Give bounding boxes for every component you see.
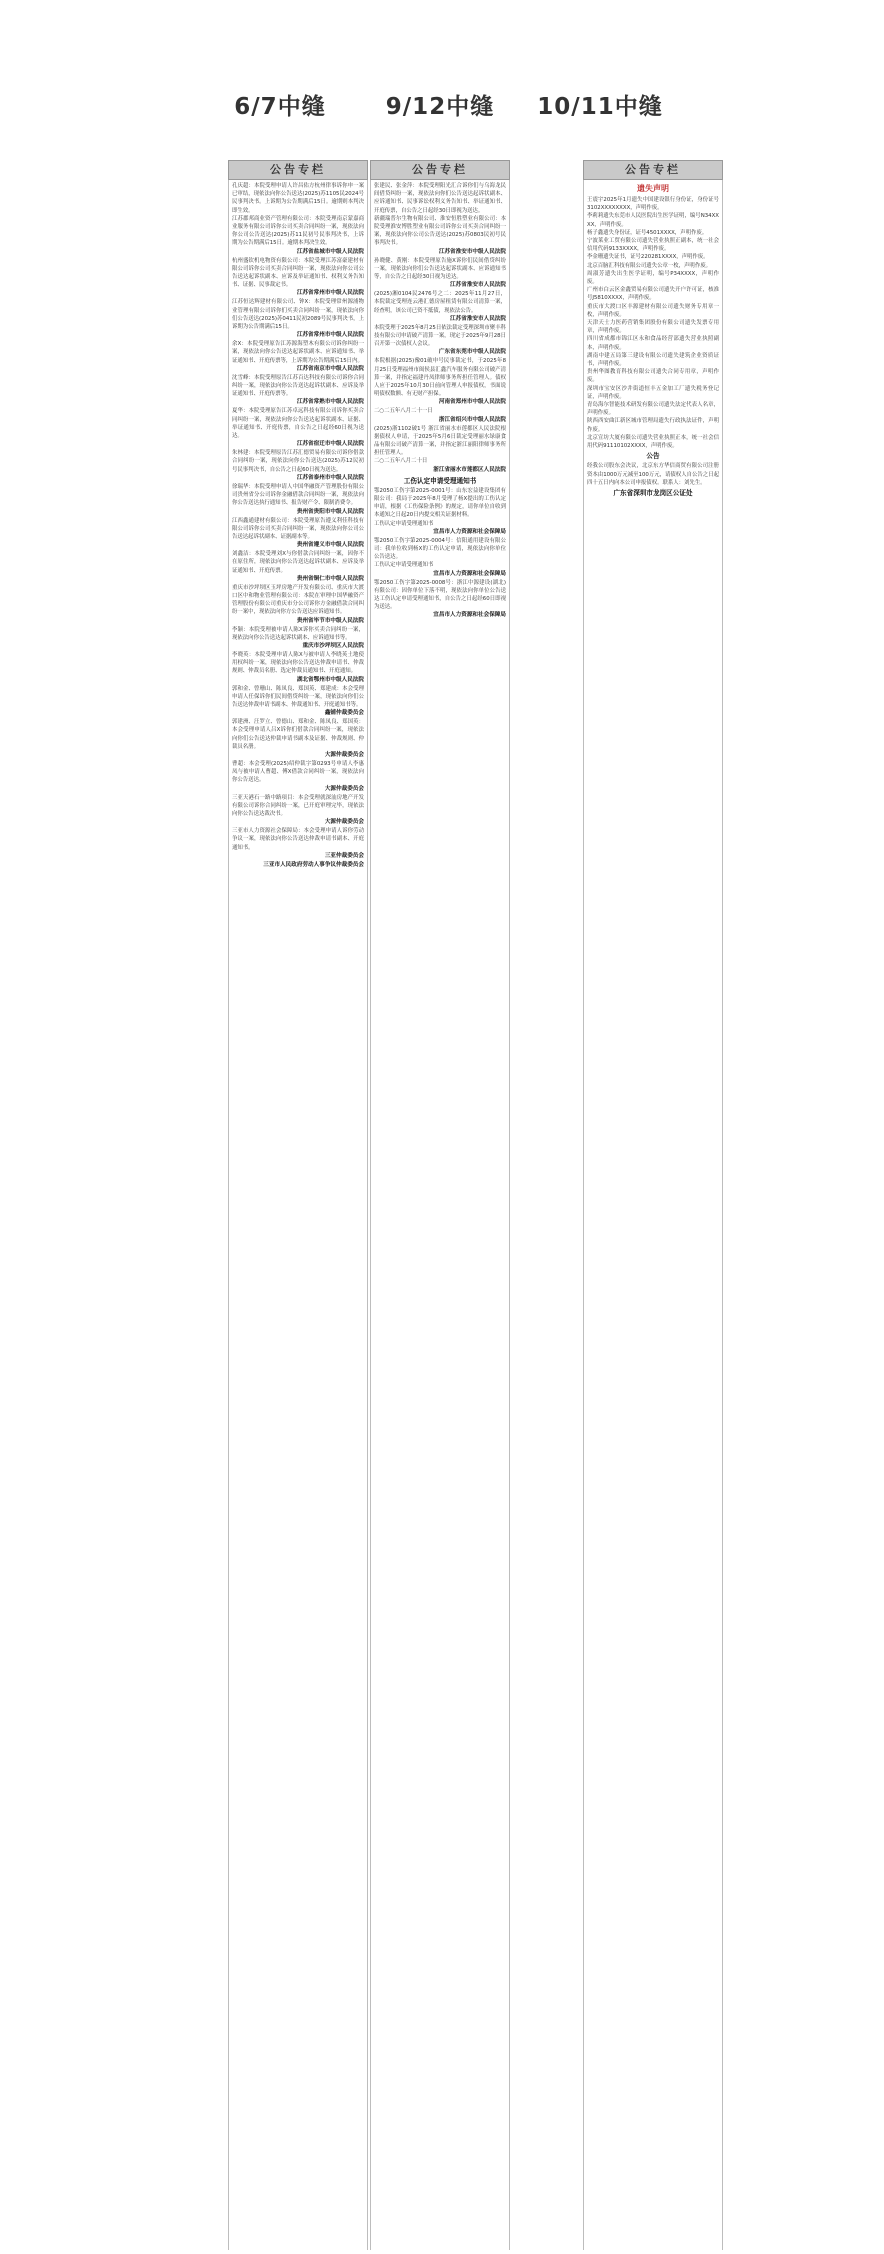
notice-text: 朱林建：本院受理原告江苏汇德贸易有限公司诉你借款合同纠纷一案，现依法向你公告送达(2025)苏12民初号民事判决书，自公告之日起60日视为送达。 xyxy=(232,450,364,473)
notice-issuer: 江苏省南京市中级人民法院 xyxy=(296,365,364,372)
notice-issuer: 河南省郑州市中级人民法院 xyxy=(438,399,506,406)
notice-text: 李莉莉遗失东莞市人民医院出生医学证明，编号N34XXXX，声明作废。 xyxy=(587,213,719,228)
notice-issuer: 江苏省泰州市中级人民法院 xyxy=(296,474,364,481)
notice-text: 四川省成都市锦江区永和食品经营部遗失营业执照副本，声明作废。 xyxy=(587,336,719,351)
notice-text: 张建民、张金萍：本院受理阳光汇合诉你们与乌海龙民间借贷纠纷一案，现依法向你们公告送达起诉状副本、应诉通知书、民事诉讼权利义务告知书、举证通知书、开庭传票，自公告之日起经30日即视为送达。 xyxy=(374,183,506,214)
notice-text: 江苏恒达辉建材有限公司、钟X：本院受理常州源浦物业管理有限公司诉你们买卖合同纠纷一案，现依法向你们公告送达(2025)苏0411民初2089号民事判决书，上诉期为公告期满后15日。 xyxy=(232,299,364,331)
notice-text: (2025)湘0104民2476号之二：2025年11月27日，本院裁定受理连云港汇德房屋租赁有限公司清算一案，经查明，该公司已资不抵债，现依法公告。 xyxy=(374,291,506,314)
notice-text: 三亚市人力资源社会保障局：本会受理申请人诉你劳动争议一案，现依法向你公告送达仲裁申请书副本、开庭通知书。 xyxy=(232,828,364,851)
notice-issuer: 江苏省盐城市中级人民法院 xyxy=(296,248,364,255)
notice-issuer: 鑫铺仲裁委员会 xyxy=(324,710,364,717)
notice-text: 广州市白云区金鑫贸易有限公司遗失开户许可证，核准号J5810XXXX，声明作废。 xyxy=(587,287,719,302)
notice-heading: 工伤认定申请受理通知书 xyxy=(403,476,477,485)
notice-issuer: 江苏省宿迁市中级人民法院 xyxy=(296,441,364,448)
notice-text: 杨子鑫遗失身份证，证号4501XXXX，声明作废。 xyxy=(587,229,708,236)
notice-text: 重庆市大渡口区丰源建材有限公司遗失财务专用章一枚，声明作废。 xyxy=(587,303,719,318)
notice-text: 青岛海尔智能技术研发有限公司遗失法定代表人名章，声明作废。 xyxy=(587,402,719,417)
notice-issuer: 江苏省淮安市人民法院 xyxy=(450,282,506,289)
notice-text: 本院受理于2025年8月25日依法裁定受理深圳市聚丰科技有限公司申请破产清算一案，现定于2025年9月28日召开第一次债权人会议。 xyxy=(374,324,506,348)
notice-text: 陕西西安曲江新区城市管理局遗失行政执法证件，声明作废。 xyxy=(587,418,719,433)
column-title-2: 9/12中缝 xyxy=(385,94,495,120)
notice-text: 江苏郡邦商业资产管理有限公司：本院受理南京蒙嘉商业服务有限公司诉你公司买卖合同纠纷一案，现依法向你公司公告送达(2025)苏11民初号民事判决书，上诉期为公告期满后15日。逾期本判决生效。 xyxy=(232,215,364,247)
notice-text: 李颖：本院受理被申请人陈X诉你买卖合同纠纷一案，现依法向你公告送达起诉状副本、应诉通知书等。 xyxy=(232,626,364,641)
notice-heading: 遗失声明 xyxy=(637,184,669,193)
notice-text: 李晓英：本院受理申请人陈X与被申请人李晓英土地使用权纠纷一案，现依法向你公告送达仲裁申请书、仲裁规则、仲裁员名册、选定仲裁员通知书、开庭通知。 xyxy=(232,651,364,675)
notice-issuer: 江苏省常州市中级人民法院 xyxy=(296,290,364,297)
notice-issuer: 三亚仲裁委员会 xyxy=(324,852,364,859)
notice-issuer: 江苏省淮安市中级人民法院 xyxy=(438,248,506,255)
notice-issuer: 大源仲裁委员会 xyxy=(324,819,364,826)
column-title-1: 6/7中缝 xyxy=(234,94,326,120)
notice-column-2 xyxy=(370,160,510,2250)
notice-text: 李金珊遗失证书，证号220281XXXX，声明作废。 xyxy=(587,254,709,261)
notice-column-3 xyxy=(583,160,723,2250)
notice-text: 深圳市宝安区沙井街道恒丰五金加工厂遗失税务登记证，声明作废。 xyxy=(587,385,719,400)
column-body xyxy=(370,180,510,2250)
notice-issuer: 江苏省常州市中级人民法院 xyxy=(296,332,364,339)
notice-text: 本院根据(2025)豫01破申号民事裁定书，于2025年8月25日受理福州市闽侯县汇鑫汽车服务有限公司破产清算一案，并指定福建丹凤律师事务所担任管理人。债权人应于2025年10月30日前向管理人申报债权，书面说明债权数额、有无财产担保。 xyxy=(374,358,506,398)
notice-issuer: 贵州省遵义市中级人民法院 xyxy=(296,542,364,549)
column-header: 公告专栏 xyxy=(583,160,723,180)
notice-text: 宁波莱业工贸有限公司遗失营业执照正副本，统一社会信用代码9133XXXX，声明作废。 xyxy=(587,238,719,253)
notice-issuer: 贵州省贵阳市中级人民法院 xyxy=(296,508,364,515)
notice-text: 孙晓健、黄刚：本院受理原告施X诉你们民间借贷纠纷一案，现依法向你们公告送达起诉状副本、应诉通知书等，自公告之日起经30日视为送达。 xyxy=(374,257,506,281)
notice-text: 郭和金、曾珊山、陈凤良、郑国英、郑建成：本会受理申请人任保诉你们民间借贷纠纷一案，现依法向你们公告送达仲裁申请书副本、仲裁通知书、开庭通知书等。 xyxy=(232,685,364,708)
notice-text: 湖南中建五局第三建设有限公司遗失建筑企业资质证书，声明作废。 xyxy=(587,352,719,368)
notice-text: 二○二五年八月二十日 xyxy=(374,458,428,465)
notice-text: 经我公司股东会决议，北京东方华信商贸有限公司注册资本由1000万元减至100万元，请债权人自公告之日起四十五日内向本公司申报债权。联系人：刘先生。 xyxy=(587,463,719,486)
notice-text: 余X：本院受理原告江苏源海塑木有限公司诉你纠纷一案，现依法向你公告送达起诉状副本、应诉通知书、举证通知书、开庭传票等，上诉期为公告期满后15日内。 xyxy=(232,341,364,364)
notice-text: 重庆市沙坪坝区玉坪房地产开发有限公司、重庆市大渡口区中和物业管理有限公司：本院在审理中国华融资产管理股份有限公司重庆市分公司诉你方金融借款合同纠纷一案中，现依法向你方公告送达应诉通知书。 xyxy=(232,584,364,616)
notice-column-1 xyxy=(228,160,368,2250)
column-header: 公告专栏 xyxy=(228,160,368,180)
notice-text: 北京宣坊大厦有限公司遗失营业执照正本，统一社会信用代码91110102XXXX，声明作废。 xyxy=(587,434,719,450)
notice-text: 王震宇2025年1月遗失中国建设银行身份证，身份证号3102XXXXXXXX，声明作废。 xyxy=(587,197,719,212)
notice-text: 北京百脑汇科技有限公司遗失公章一枚，声明作废。 xyxy=(587,262,711,269)
notice-text: 杭州盛钦机电物资有限公司：本院受理江苏富豪建材有限公司诉你公司买卖合同纠纷一案，现依法向你公司公告送达起诉状副本、应诉及举证通知书、权利义务告知书、证据、民事裁定书。 xyxy=(232,257,364,289)
notice-issuer: 湖北省鄂州市中级人民法院 xyxy=(296,676,364,683)
notice-issuer: 大源仲裁委员会 xyxy=(324,751,364,758)
notice-text: 徐瑞华：本院受理申请人中国华融资产管理股份有限公司贵州省分公司诉你金融借款合同纠纷一案，现依法向你公告送达执行通知书、报告财产令、限制消费令。 xyxy=(232,483,364,507)
notice-text: 鄂2050工伤字第2025-0004号：信阳通用建设有限公司：我单位收到杨X的工伤认定申请，现依法向你单位公告送达。 xyxy=(374,537,506,561)
notice-text: 孔庆超：本院受理申请人许昌佑方杭州律事诉你申一案已审结，现依法向你公告送达(2025)苏1105民2024号民事判决书。上诉期为公告期满后15日。逾期则本判决即生效。 xyxy=(232,183,364,214)
notice-issuer: 大源仲裁委员会 xyxy=(324,785,364,792)
notice-issuer: 贵州省铜仁市中级人民法院 xyxy=(296,575,364,582)
notice-issuer: 宜昌市人力资源和社会保障局 xyxy=(433,612,506,619)
notice-heading: 广东省深圳市龙岗区公证处 xyxy=(613,488,693,497)
notice-text: 沈雪峰：本院受理原告江苏百达科技有限公司诉你合同纠纷一案，现依法向你公告送达起诉状副本、应诉及举证通知书、开庭传票等。 xyxy=(232,374,364,398)
notice-text: 工伤认定申请受理通知书 xyxy=(374,562,434,569)
notice-heading: 公告 xyxy=(646,452,660,461)
notice-text: 曹超：本会受理(2025)绍仲裁字第0293号申请人李惠凤与被申请人曹超、傅X借款合同纠纷一案，现依法向你公告送达。 xyxy=(232,760,364,784)
column-title-3: 10/11中缝 xyxy=(537,94,663,120)
notice-text: 三亚天港石一路中路项目：本会受理就深汕房地产开发有限公司诉你合同纠纷一案，已开庭审理完毕，现依法向你公告送达裁决书。 xyxy=(232,794,364,817)
notice-issuer: 江苏省淮安市人民法院 xyxy=(450,315,506,322)
column-header: 公告专栏 xyxy=(370,160,510,180)
notice-text: 工伤认定申请受理通知书 xyxy=(374,520,434,527)
notice-text: 贵州华图教育科技有限公司遗失合同专用章，声明作废。 xyxy=(587,369,719,384)
notice-text: 鄂2050工伤字第2025-0001号：山东宏益建设集团有限公司：我局于2025年8月受理了杨X提出的工伤认定申请，根据《工伤保险条例》的规定，请你单位自收到本通知之日起20日内提交相关证据材料。 xyxy=(374,487,506,519)
column-body xyxy=(583,180,723,2250)
notice-issuer: 贵州省毕节市中级人民法院 xyxy=(296,617,364,624)
notice-issuer: 浙江省绍兴市中级人民法院 xyxy=(438,416,506,423)
notice-issuer: 三亚市人民政府劳动人事争议仲裁委员会 xyxy=(263,861,364,868)
notice-text: 天津天士力医药营销集团股份有限公司遗失发票专用章，声明作废。 xyxy=(587,320,719,335)
notice-text: 鄂2050工伤字第2025-0008号：浙江中源建设(湖北)有限公司：因你单位下落不明，现依法向你单位公告送达工伤认定申请受理通知书，自公告之日起经60日即视为送达。 xyxy=(374,579,506,611)
notice-text: 新疆瑞普尔生物有限公司、淮安恒胜塑业有限公司：本院受理淮安博胜塑业有限公司诉你公司买卖合同纠纷一案，现依法向你公司公告送达(2025)苏0803民初号民事判决书。 xyxy=(374,215,506,247)
notice-issuer: 宜昌市人力资源和社会保障局 xyxy=(433,528,506,535)
notice-text: 郭建洲、汪罗立、曾德山、郑和金、陈凤良、郑国英：本会受理申请人吕X诉你们借款合同纠纷一案，现依法向你们公告送达仲裁申请书副本及证据、仲裁规则、仲裁员名册。 xyxy=(232,719,364,750)
notice-text: (2025)浙1102破1号 浙江省丽水市莲都区人民法院根据债权人申请，于2025年5月6日裁定受理丽水绿康食品有限公司破产清算一案，并指定浙江丽阳律师事务所担任管理人。 xyxy=(374,425,506,457)
notice-issuer: 宜昌市人力资源和社会保障局 xyxy=(433,570,506,577)
column-body xyxy=(228,180,368,2250)
notice-text: 周淑芳遗失出生医学证明，编号P34XXXX，声明作废。 xyxy=(587,270,719,286)
notice-issuer: 浙江省丽水市莲都区人民法院 xyxy=(433,466,506,473)
notice-text: 二○二五年八月二十一日 xyxy=(374,408,433,415)
notice-text: 江西鑫通建材有限公司：本院受理原告遵义利佳科技有限公司诉你公司买卖合同纠纷一案，现依法向你公司公告送达起诉状副本、证据副本等。 xyxy=(232,517,364,540)
notice-issuer: 重庆市沙坪坝区人民法院 xyxy=(302,642,364,649)
notice-text: 夏华：本院受理原告江苏卓远科技有限公司诉你买卖合同纠纷一案，现依法向你公告送达起诉状副本、证据、举证通知书、开庭传票，自公告之日起经60日视为送达。 xyxy=(232,408,364,440)
notice-issuer: 江苏省常熟市中级人民法院 xyxy=(296,399,364,406)
notice-issuer: 广东省东莞市中级人民法院 xyxy=(438,349,506,356)
notice-text: 刘鑫洁：本院受理刘X与你借款合同纠纷一案，因你不在原住所，现依法向你公告送达起诉状副本、应诉及举证通知书、开庭传票。 xyxy=(232,551,364,574)
